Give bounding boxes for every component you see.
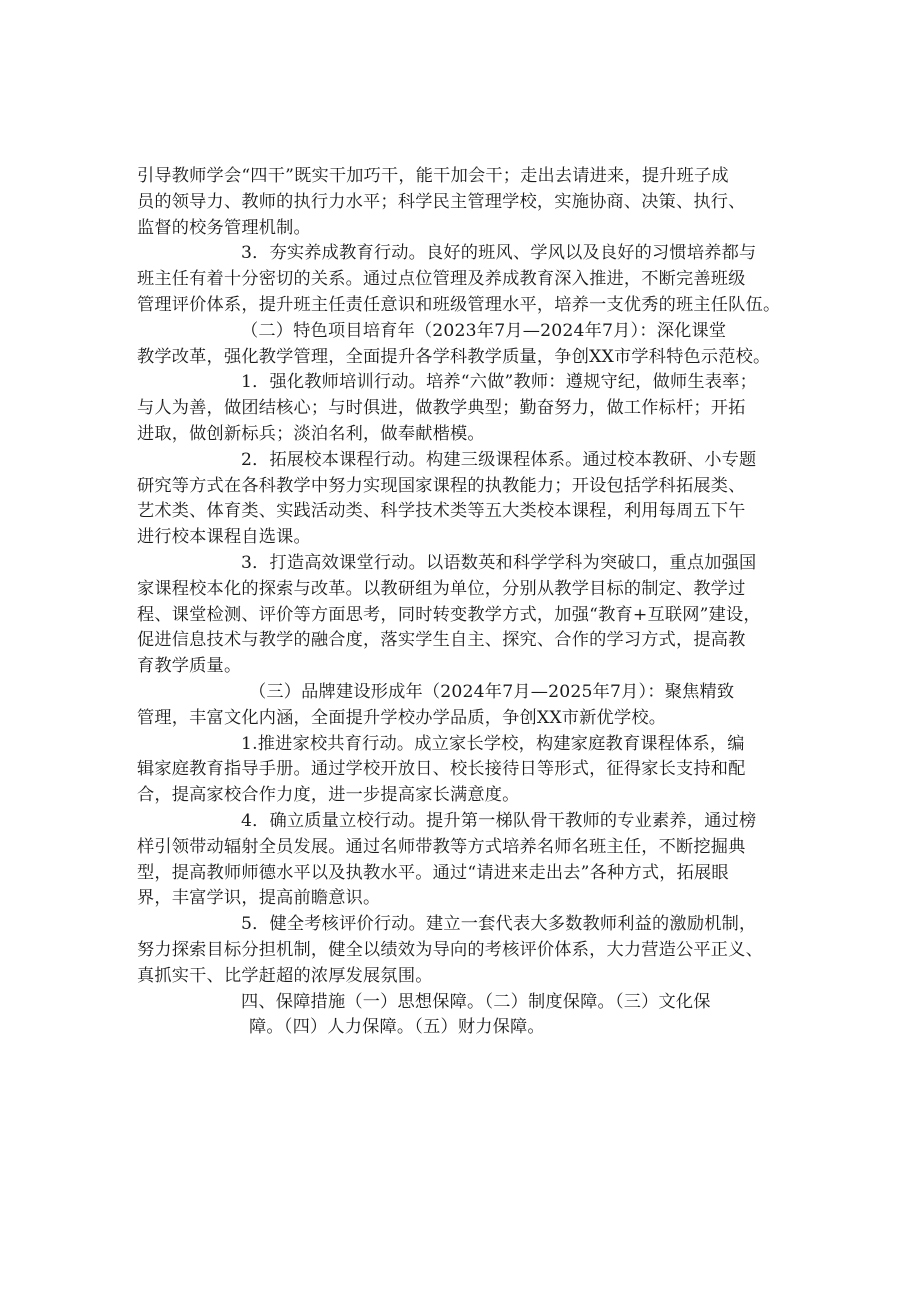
text-line: 2．拓展校本课程行动。构建三级课程体系。通过校本教研、小专题 (241, 449, 757, 470)
text-line: 四、保障措施（一）思想保障。（二）制度保障。（三）文化保 (241, 991, 711, 1012)
text-line: 1．强化教师培训行动。培养“六做”教师：遵规守纪，做师生表率； (241, 372, 757, 393)
text-line: 5．健全考核评价行动。建立一套代表大多数教师利益的激励机制， (241, 914, 757, 935)
text-line: 障。（四）人力保障。（五）财力保障。 (249, 1017, 545, 1038)
text-line: 进行校本课程自选课。 (137, 527, 311, 548)
text-line: 程、课堂检测、评价等方面思考，同时转变教学方式，加强“教育+互联网”建设， (137, 604, 761, 625)
text-line: 研究等方式在各科教学中努力实现国家课程的执教能力；开设包括学科拓展类、 (137, 475, 746, 496)
text-line: 进取，做创新标兵；淡泊名利，做奉献楷模。 (137, 423, 485, 444)
text-line: 班主任有着十分密切的关系。通过点位管理及养成教育深入推进，不断完善班级 (137, 269, 746, 290)
text-line: 样引领带动辐射全员发展。通过名师带教等方式培养名师名班主任，不断挖掘典 (137, 836, 746, 857)
text-line: 1.推进家校共育行动。成立家长学校，构建家庭教育课程体系，编 (241, 733, 745, 754)
text-line: 监督的校务管理机制。 (137, 217, 311, 238)
text-line: （三）品牌建设形成年（2024年7月—2025年7月）：聚焦精致 (249, 681, 735, 702)
document-body (137, 164, 797, 1041)
text-line: 界，丰富学识，提高前瞻意识。 (137, 888, 381, 909)
text-line: 引导教师学会“四干”既实干加巧干，能干加会干；走出去请进来，提升班子成 (137, 166, 729, 186)
text-line: 型，提高教师师德水平以及执教水平。通过“请进来走出去”各种方式，拓展眼 (137, 862, 729, 883)
text-line: 艺术类、体育类、实践活动类、科学技术类等五大类校本课程，利用每周五下午 (137, 501, 746, 522)
text-line: 努力探索目标分担机制，健全以绩效为导向的考核评价体系，大力营造公平正义、 (137, 939, 763, 960)
text-line: 教学改革，强化教学管理，全面提升各学科教学质量，争创XX市学科特色示范校。 (137, 346, 771, 367)
text-line: 管理评价体系，提升班主任责任意识和班级管理水平，培养一支优秀的班主任队伍。 (137, 294, 781, 315)
text-line: 与人为善，做团结核心；与时俱进，做教学典型；勤奋努力，做工作标杆；开拓 (137, 398, 746, 419)
text-line: 3．打造高效课堂行动。以语数英和科学学科为突破口，重点加强国 (241, 552, 757, 573)
text-line: 真抓实干、比学赶超的浓厚发展氛围。 (137, 965, 433, 986)
text-line: 促进信息技术与教学的融合度，落实学生自主、探究、合作的学习方式，提高教 (137, 630, 746, 651)
text-line: 管理，丰富文化内涵，全面提升学校办学品质，争创XX市新优学校。 (137, 707, 667, 728)
text-line: 3．夯实养成教育行动。良好的班风、学风以及良好的习惯培养都与 (241, 243, 757, 264)
text-line: 育教学质量。 (137, 656, 242, 677)
text-line: 合，提高家校合作力度，进一步提高家长满意度。 (137, 785, 520, 806)
text-line: 辑家庭教育指导手册。通过学校开放日、校长接待日等形式，征得家长支持和配 (137, 759, 746, 780)
text-line: （二）特色项目培育年（2023年7月—2024年7月）：深化课堂 (241, 320, 727, 341)
text-line: 员的领导力、教师的执行力水平；科学民主管理学校，实施协商、决策、执行、 (137, 191, 746, 212)
text-line: 家课程校本化的探索与改革。以教研组为单位，分别从教学目标的制定、教学过 (137, 578, 746, 599)
text-line: 4．确立质量立校行动。提升第一梯队骨干教师的专业素养，通过榜 (241, 810, 757, 831)
